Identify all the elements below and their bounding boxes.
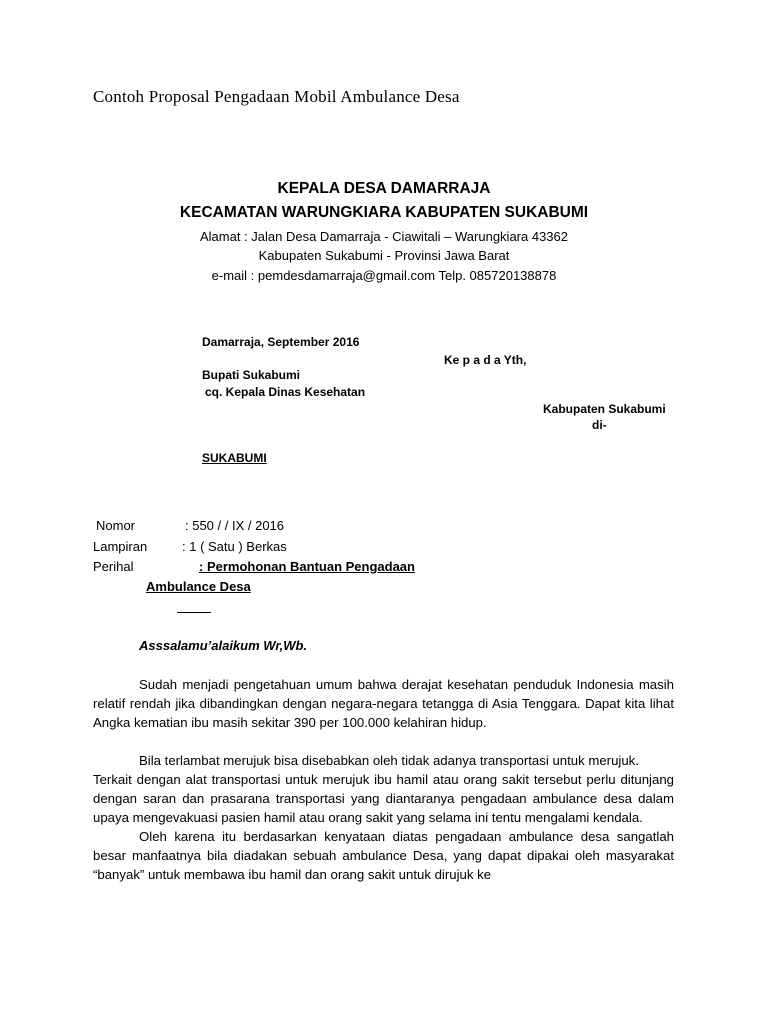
recipient-name: Bupati Sukabumi xyxy=(202,368,301,382)
recipient-cq: cq. Kepala Dinas Kesehatan xyxy=(205,385,366,399)
recipient-region: Kabupaten Sukabumi xyxy=(543,402,666,416)
perihal-value: : Permohonan Bantuan Pengadaan xyxy=(199,559,415,574)
nomor-value: : 550 / / IX / 2016 xyxy=(185,518,285,533)
recipient-di: di- xyxy=(592,418,607,432)
document-title: Contoh Proposal Pengadaan Mobil Ambulance Desa xyxy=(93,87,460,106)
lampiran-label: Lampiran xyxy=(93,539,148,554)
paragraph: Bila terlambat merujuk bisa disebabkan oleh tidak adanya transportasi untuk merujuk. xyxy=(139,753,639,768)
perihal-label: Perihal xyxy=(93,559,134,574)
letterhead-address: Alamat : Jalan Desa Damarraja - Ciawitali – Warungkiara 43362 xyxy=(199,229,568,244)
letterhead-contact: e-mail : pemdesdamarraja@gmail.com Telp. 085720138878 xyxy=(211,268,557,283)
recipient-city: SUKABUMI xyxy=(202,451,267,465)
greeting: Asssalamu’alaikum Wr,Wb. xyxy=(139,638,308,653)
lampiran-value: : 1 ( Satu ) Berkas xyxy=(182,539,287,554)
perihal-value-2: Ambulance Desa xyxy=(146,579,251,594)
letterhead-region: Kabupaten Sukabumi - Provinsi Jawa Barat xyxy=(258,248,510,263)
paragraph: Oleh karena itu berdasarkan kenyataan diatas pengadaan ambulance desa sangatlah besar manfaatnya bila diadakan sebuah ambulance Desa, yang dapat dipakai oleh masyarakat “banyak” untuk membawa ibu hamil dan orang sakit untuk dirujuk ke xyxy=(93,829,674,882)
letterhead-district: KECAMATAN WARUNGKIARA KABUPATEN SUKABUMI xyxy=(179,204,589,221)
nomor-label: Nomor xyxy=(96,518,136,533)
place-date: Damarraja, September 2016 xyxy=(202,335,360,349)
letter-body xyxy=(93,675,674,884)
paragraph: Terkait dengan alat transportasi untuk merujuk ibu hamil atau orang sakit tersebut perlu ditunjang dengan saran dan prasarana transportasi yang diantaranya pengadaan ambulance desa dalam upaya mengevakuasi pasien hamil atau orang sakit yang selama ini tentu mengalami kendala. xyxy=(93,772,674,825)
letterhead-office: KEPALA DESA DAMARRAJA xyxy=(277,180,491,197)
perihal-underline xyxy=(177,612,211,613)
to-header: Ke p a d a Yth, xyxy=(444,353,527,367)
paragraph: Sudah menjadi pengetahuan umum bahwa derajat kesehatan penduduk Indonesia masih relatif rendah jika dibandingkan dengan negara-negara tetangga di Asia Tenggara. Dapat kita lihat Angka kematian ibu masih sekitar 390 per 100.000 kelahiran hidup. xyxy=(93,677,674,730)
